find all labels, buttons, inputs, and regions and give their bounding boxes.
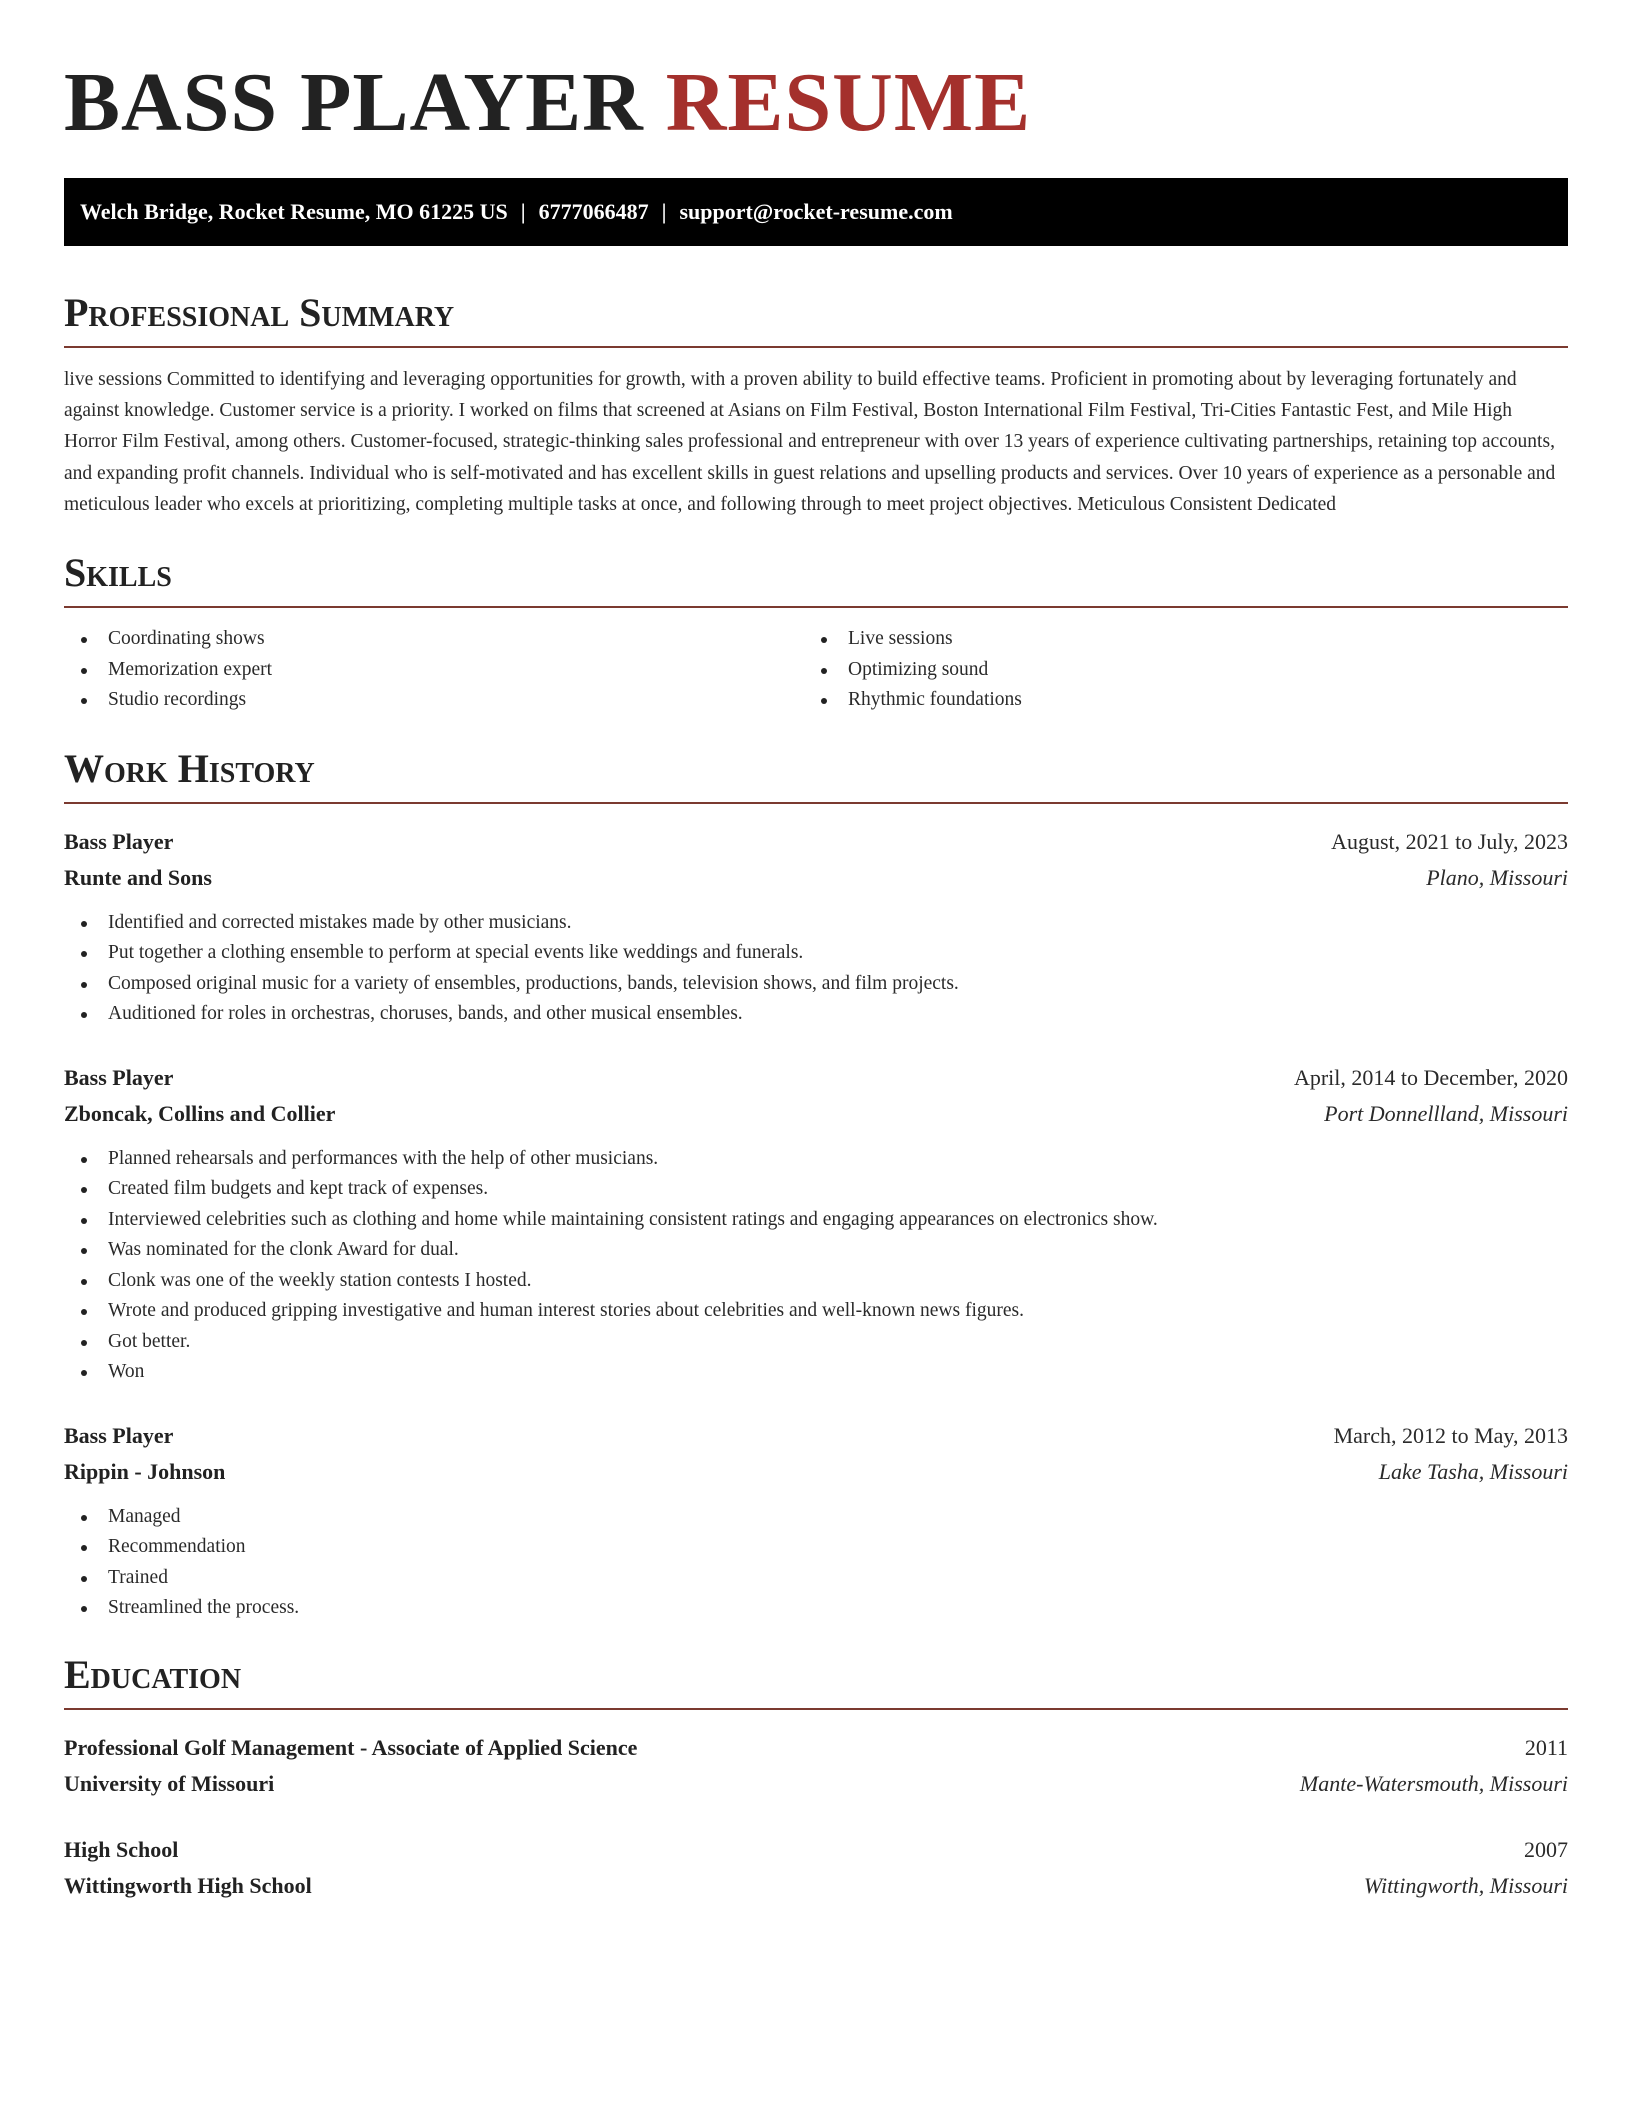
- job-header-row: [64, 824, 1568, 860]
- job-bullets: [64, 1502, 1568, 1624]
- contact-separator: |: [661, 199, 667, 224]
- job-bullet: Recommendation: [64, 1532, 1568, 1563]
- job-header-row: [64, 1060, 1568, 1096]
- contact-phone: 6777066487: [538, 199, 649, 224]
- job-bullet: Won: [64, 1357, 1568, 1388]
- job-bullet: Got better.: [64, 1327, 1568, 1358]
- education-school: Wittingworth High School: [64, 1872, 312, 1898]
- job-company: Runte and Sons: [64, 864, 212, 890]
- job-dates: March, 2012 to May, 2013: [1333, 1422, 1568, 1448]
- job-bullet: Streamlined the process.: [64, 1593, 1568, 1624]
- job-bullet: Identified and corrected mistakes made by other musicians.: [64, 908, 1568, 939]
- education-entry: [64, 1730, 1568, 1802]
- contact-address: Welch Bridge, Rocket Resume, MO 61225 US: [80, 199, 508, 224]
- job-title: Bass Player: [64, 828, 174, 854]
- summary-heading: Professional Summary: [64, 288, 1568, 348]
- job-bullet: Was nominated for the clonk Award for dual.: [64, 1235, 1568, 1266]
- education-heading: Education: [64, 1650, 1568, 1710]
- job-bullet: Composed original music for a variety of ensembles, productions, bands, television shows, and film projects.: [64, 969, 1568, 1000]
- job-location: Lake Tasha, Missouri: [1378, 1458, 1568, 1484]
- job-header-row: [64, 1418, 1568, 1454]
- job-location: Plano, Missouri: [1426, 864, 1568, 890]
- skills-column-left: [64, 624, 804, 716]
- job-bullets: [64, 908, 1568, 1030]
- education-location: Mante-Watersmouth, Missouri: [1299, 1770, 1568, 1796]
- skills-grid: [64, 624, 1568, 716]
- job-dates: April, 2014 to December, 2020: [1293, 1064, 1568, 1090]
- skill-item: Live sessions: [804, 624, 1544, 655]
- education-year: 2007: [1524, 1836, 1568, 1862]
- title-accent: RESUME: [665, 56, 1032, 149]
- job-company: Rippin - Johnson: [64, 1458, 226, 1484]
- job-title: Bass Player: [64, 1064, 174, 1090]
- education-degree: Professional Golf Management - Associate of Applied Science: [64, 1734, 638, 1760]
- job-entry: [64, 1060, 1568, 1388]
- job-bullets: [64, 1144, 1568, 1388]
- education-school-row: [64, 1868, 1568, 1904]
- skill-item: Rhythmic foundations: [804, 685, 1544, 716]
- job-bullet: Managed: [64, 1502, 1568, 1533]
- skills-column-right: [804, 624, 1544, 716]
- education-school-row: [64, 1766, 1568, 1802]
- job-bullet: Wrote and produced gripping investigative and human interest stories about celebrities and well-known news figures.: [64, 1296, 1568, 1327]
- education-degree: High School: [64, 1836, 179, 1862]
- summary-text: live sessions Committed to identifying and leveraging opportunities for growth, with a proven ability to build effective teams. Proficient in promoting about by leveraging fortunately and against knowledge. Customer service is a priority. I worked on films that screened at Asians on Film Festival, Boston International Film Festival, Tri-Cities Fantastic Fest, and Mile High Horror Film Festival, among others. Customer-focused, strategic-thinking sales professional and entrepreneur with over 13 years of experience cultivating partnerships, retaining top accounts, and expanding profit channels. Individual who is self-motivated and has excellent skills in guest relations and upselling products and services. Over 10 years of experience as a personable and meticulous leader who excels at prioritizing, completing multiple tasks at once, and following through to meet project objectives. Meticulous Consistent Dedicated: [64, 369, 1556, 515]
- education-school: University of Missouri: [64, 1770, 275, 1796]
- job-dates: August, 2021 to July, 2023: [1331, 828, 1568, 854]
- skills-heading: Skills: [64, 548, 1568, 608]
- education-header-row: [64, 1730, 1568, 1766]
- job-bullet: Clonk was one of the weekly station contests I hosted.: [64, 1266, 1568, 1297]
- education-year: 2011: [1524, 1734, 1568, 1760]
- contact-separator: |: [520, 199, 526, 224]
- skill-item: Studio recordings: [64, 685, 804, 716]
- education-location: Wittingworth, Missouri: [1363, 1872, 1568, 1898]
- job-location: Port Donnellland, Missouri: [1324, 1100, 1568, 1126]
- skill-item: Memorization expert: [64, 655, 804, 686]
- work-history-heading: Work History: [64, 744, 1568, 804]
- job-bullet: Created film budgets and kept track of expenses.: [64, 1174, 1568, 1205]
- job-company-row: [64, 1096, 1568, 1132]
- education-entry: [64, 1832, 1568, 1904]
- contact-email: support@rocket-resume.com: [679, 199, 953, 224]
- job-bullet: Auditioned for roles in orchestras, choruses, bands, and other musical ensembles.: [64, 999, 1568, 1030]
- job-bullet: Planned rehearsals and performances with the help of other musicians.: [64, 1144, 1568, 1175]
- job-company: Zboncak, Collins and Collier: [64, 1100, 336, 1126]
- education-header-row: [64, 1832, 1568, 1868]
- skill-item: Coordinating shows: [64, 624, 804, 655]
- job-entry: [64, 824, 1568, 1030]
- page-title: [64, 58, 1568, 148]
- skill-item: Optimizing sound: [804, 655, 1544, 686]
- job-bullet: Put together a clothing ensemble to perform at special events like weddings and funerals.: [64, 938, 1568, 969]
- contact-bar: [64, 178, 1568, 246]
- job-entry: [64, 1418, 1568, 1624]
- title-main: BASS PLAYER: [64, 56, 644, 149]
- resume-page: [64, 0, 1568, 1904]
- job-bullet: Interviewed celebrities such as clothing and home while maintaining consistent ratings and engaging appearances on electronics show.: [64, 1205, 1568, 1236]
- job-title: Bass Player: [64, 1422, 174, 1448]
- job-company-row: [64, 1454, 1568, 1490]
- job-company-row: [64, 860, 1568, 896]
- job-bullet: Trained: [64, 1563, 1568, 1594]
